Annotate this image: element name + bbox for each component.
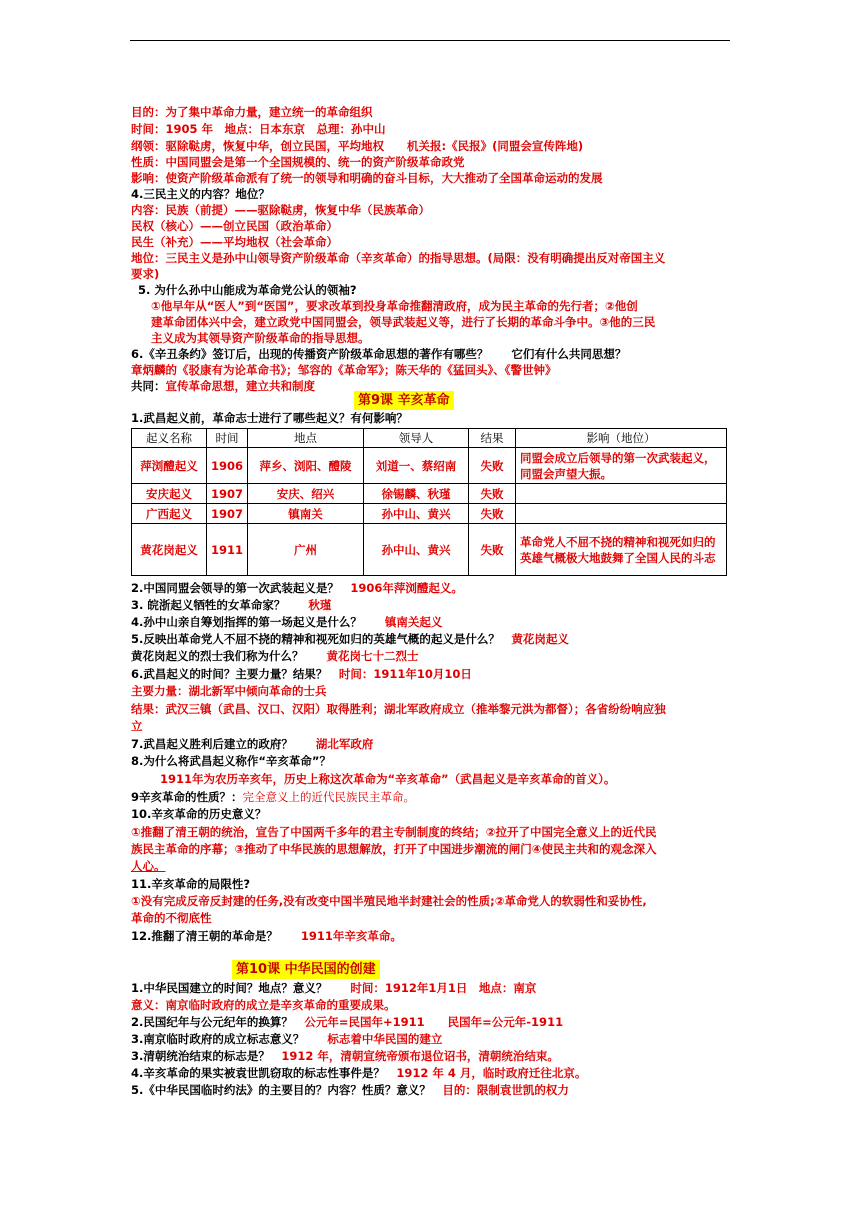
table-row <box>132 484 727 504</box>
table-cell: 同盟会成立后领导的第一次武装起义，同盟会声望大振。 <box>516 448 727 484</box>
question-line: 8.为什么将武昌起义称作“辛亥革命”？ <box>131 754 331 768</box>
text-line: 性质：中国同盟会是第一个全国规模的、统一的资产阶级革命政党 <box>131 155 465 169</box>
qa-line: 4.辛亥革命的果实被袁世凯窃取的标志性事件是？ 1912 年 4 月，临时政府迁往北京。 <box>131 1066 587 1080</box>
text-line: 结果：武汉三镇（武昌、汉口、汉阳）取得胜利；湖北军政府成立（推举黎元洪为都督）；各省纷纷响应独 <box>131 702 666 716</box>
table-header: 地点 <box>248 429 364 448</box>
qa-line: 5.《中华民国临时约法》的主要目的？内容？性质？意义？ 目的：限制袁世凯的权力 <box>131 1083 569 1097</box>
qa-line: 2.民国纪年与公元纪年的换算？ 公元年=民国年+1911 民国年=公元年-1911 <box>131 1015 564 1029</box>
header-rule <box>130 40 730 41</box>
table-header: 影响（地位） <box>516 429 727 448</box>
text-line: 人心。 <box>131 859 166 873</box>
table-cell: 失败 <box>469 504 516 524</box>
table-cell: 刘道一、蔡绍南 <box>364 448 469 484</box>
table-header: 时间 <box>207 429 248 448</box>
table-cell: 1907 <box>207 484 248 504</box>
text-line: ①推翻了清王朝的统治，宣告了中国两千多年的君主专制制度的终结；②拉开了中国完全意义上的近代民 <box>131 825 657 839</box>
text-line: 意义：南京临时政府的成立是辛亥革命的重要成果。 <box>131 998 396 1012</box>
question-line: 5. 为什么孙中山能成为革命党公认的领袖? <box>138 283 357 297</box>
text-line: 纲领：驱除鞑虏，恢复中华，创立民国，平均地权 机关报:《民报》(同盟会宣传阵地) <box>131 139 584 153</box>
text-line: 主义成为其领导资产阶级革命的指导思想。 <box>151 331 370 345</box>
table-cell: 安庆起义 <box>132 484 207 504</box>
table-cell: 1906 <box>207 448 248 484</box>
question-line: 4.三民主义的内容？地位？ <box>131 187 270 201</box>
question-line: 1.武昌起义前，革命志士进行了哪些起义？有何影响？ <box>131 411 408 425</box>
qa-line: 5.反映出革命党人不屈不挠的精神和视死如归的英雄气概的起义是什么？ 黄花岗起义 <box>131 632 569 646</box>
text-line: 要求) <box>131 267 160 281</box>
table-cell: 失败 <box>469 484 516 504</box>
table-cell: 广州 <box>248 524 364 576</box>
table-cell: 失败 <box>469 448 516 484</box>
qa-line: 3.南京临时政府的成立标志意义？ 标志着中华民国的建立 <box>131 1032 443 1046</box>
text-line: 建革命团体兴中会，建立政党中国同盟会，领导武装起义等，进行了长期的革命斗争中。③他的三民 <box>151 315 656 329</box>
table-row <box>132 448 727 484</box>
question-line: 6.《辛丑条约》签订后，出现的传播资产阶级革命思想的著作有哪些？ 它们有什么共同思想？ <box>131 347 627 361</box>
table-header: 结果 <box>469 429 516 448</box>
qa-line: 黄花岗起义的烈士我们称为什么？ 黄花岗七十二烈士 <box>131 649 419 663</box>
text-line: 章炳麟的《驳康有为论革命书》；邹容的《革命军》；陈天华的《猛回头》、《警世钟》 <box>131 363 557 377</box>
table-header: 领导人 <box>364 429 469 448</box>
table-cell: 孙中山、黄兴 <box>364 504 469 524</box>
table-cell: 安庆、绍兴 <box>248 484 364 504</box>
text-line: 地位：三民主义是孙中山领导资产阶级革命（辛亥革命）的指导思想。(局限：没有明确提出反对帝国主义 <box>131 251 666 265</box>
text-line: ①他早年从“医人”到“医国”，要求改革到投身革命推翻清政府，成为民主革命的先行者；②他创 <box>151 299 638 313</box>
table-cell: 镇南关 <box>248 504 364 524</box>
text-line: 1911年为农历辛亥年，历史上称这次革命为“辛亥革命”（武昌起义是辛亥革命的首义）。 <box>160 772 616 786</box>
table-cell: 萍浏醴起义 <box>132 448 207 484</box>
section-heading-lesson10: 第10课 中华民国的创建 <box>232 960 380 979</box>
qa-line: 6.武昌起义的时间？主要力量？结果？ 时间：1911年10月10日 <box>131 667 472 681</box>
text-line: 民权（核心）——创立民国（政治革命） <box>131 219 338 233</box>
table-row <box>132 504 727 524</box>
text-line: 内容：民族（前提）——驱除鞑虏，恢复中华（民族革命） <box>131 203 430 217</box>
table-cell: 孙中山、黄兴 <box>364 524 469 576</box>
table-cell: 1911 <box>207 524 248 576</box>
qa-line: 2.中国同盟会领导的第一次武装起义是？ 1906年萍浏醴起义。 <box>131 581 463 595</box>
text-line: ①没有完成反帝反封建的任务,没有改变中国半殖民地半封建社会的性质;②革命党人的软弱性和妥协性, <box>131 894 647 908</box>
text-line: 影响：使资产阶级革命派有了统一的领导和明确的奋斗目标，大大推动了全国革命运动的发展 <box>131 171 603 185</box>
qa-line: 3. 皖浙起义牺牲的女革命家？ 秋瑾 <box>131 598 332 612</box>
qa-line: 9辛亥革命的性质？：完全意义上的近代民族民主革命。 <box>131 790 416 804</box>
table-cell: 萍乡、浏阳、醴陵 <box>248 448 364 484</box>
qa-line: 7.武昌起义胜利后建立的政府？ 湖北军政府 <box>131 737 374 751</box>
text-line: 主要力量：湖北新军中倾向革命的士兵 <box>131 684 327 698</box>
table-cell: 革命党人不屈不挠的精神和视死如归的英雄气概极大地鼓舞了全国人民的斗志 <box>516 524 727 576</box>
qa-line: 3.清朝统治结束的标志是？ 1912 年，清朝宣统帝颁布退位诏书，清朝统治结束。 <box>131 1049 559 1063</box>
table-cell <box>516 484 727 504</box>
table-row <box>132 524 727 576</box>
text-line: 民生（补充）——平均地权（社会革命） <box>131 235 338 249</box>
table-cell: 1907 <box>207 504 248 524</box>
qa-line: 12.推翻了清王朝的革命是？ 1911年辛亥革命。 <box>131 929 402 943</box>
table-cell: 黄花岗起义 <box>132 524 207 576</box>
text-line: 革命的不彻底性 <box>131 911 212 925</box>
qa-line: 4.孙中山亲自筹划指挥的第一场起义是什么？ 镇南关起义 <box>131 615 443 629</box>
text-line: 目的：为了集中革命力量，建立统一的革命组织 <box>131 105 373 119</box>
table-cell <box>516 504 727 524</box>
table-cell: 失败 <box>469 524 516 576</box>
question-line: 11.辛亥革命的局限性? <box>131 877 251 891</box>
table-header: 起义名称 <box>132 429 207 448</box>
text-line: 时间：1905 年 地点：日本东京 总理：孙中山 <box>131 122 386 136</box>
question-line: 10.辛亥革命的历史意义？ <box>131 807 267 821</box>
answer-line: 共同：宣传革命思想，建立共和制度 <box>131 379 315 393</box>
table-cell: 广西起义 <box>132 504 207 524</box>
text-line: 立 <box>131 719 143 733</box>
qa-line: 1.中华民国建立的时间？地点？意义？ 时间：1912年1月1日 地点：南京 <box>131 981 537 995</box>
text-line: 族民主革命的序幕；③推动了中华民族的思想解放，打开了中国进步潮流的闸门④使民主共和的观念深入 <box>131 842 657 856</box>
section-heading-lesson9: 第9课 辛亥革命 <box>354 391 454 410</box>
uprisings-table <box>131 428 727 576</box>
table-cell: 徐锡麟、秋瑾 <box>364 484 469 504</box>
